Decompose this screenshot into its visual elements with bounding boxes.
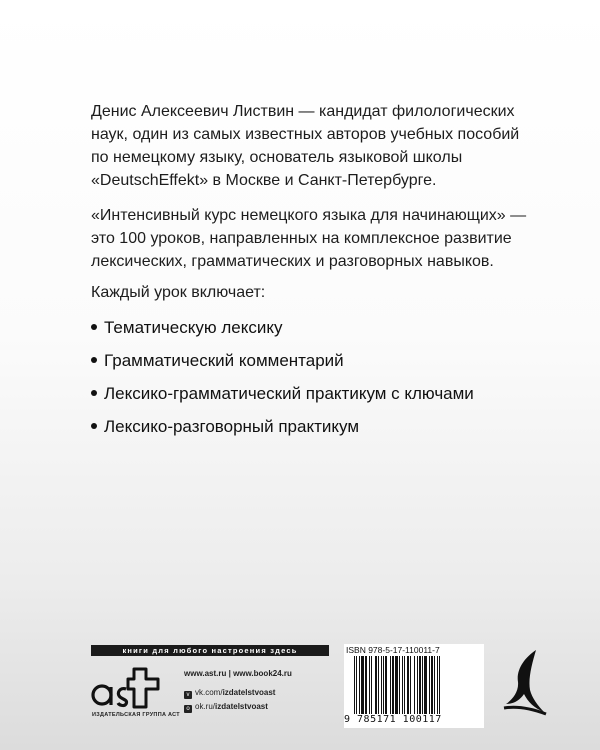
quill-icon [500,648,550,716]
ast-logo [88,665,168,715]
ast-logo-icon [88,665,168,715]
quill-logo [500,648,550,716]
list-item [91,351,474,384]
websites: www.ast.ru | www.book24.ru [184,669,292,678]
bullet-icon [91,324,97,330]
social-link-vk[interactable]: v vk.com/izdatelstvoast [184,688,275,699]
slogan-banner: книги для любого настроения здесь [91,645,329,656]
list-item-label: Лексико-грамматический практикум с ключами [104,384,474,403]
list-item [91,318,474,351]
vk-icon: v [184,691,192,699]
bullet-icon [91,390,97,396]
list-item [91,384,474,417]
bullet-icon [91,357,97,363]
bullet-icon [91,423,97,429]
list-item-label: Грамматический комментарий [104,351,344,370]
barcode-icon [354,656,478,714]
course-description: «Интенсивный курс немецкого языка для начинающих» — это 100 уроков, направленных на комплексное развитие лексических, грамматических и разговорных навыков. [91,207,527,270]
list-item-label: Тематическую лексику [104,318,283,337]
isbn-label: ISBN 978-5-17-110011-7 [346,645,440,655]
list-item-label: Лексико-разговорный практикум [104,417,359,436]
author-bio: Денис Алексеевич Листвин — кандидат филологических наук, один из самых известных авторов учебных пособий по немецкому языку, основатель языковой школы «DeutschEffekt» в Москве и Санкт-Петербурге. [91,103,520,189]
list-item [91,417,474,450]
logo-subtitle: ИЗДАТЕЛЬСКАЯ ГРУППА АСТ [92,712,180,718]
lesson-items-list [91,318,474,450]
isbn-block [344,644,484,728]
barcode-number: 9 785171 100117 [344,714,442,725]
ok-icon: o [184,705,192,713]
social-link-ok[interactable]: o ok.ru/izdatelstvoast [184,702,268,713]
lesson-intro: Каждый урок включает: [91,284,266,301]
